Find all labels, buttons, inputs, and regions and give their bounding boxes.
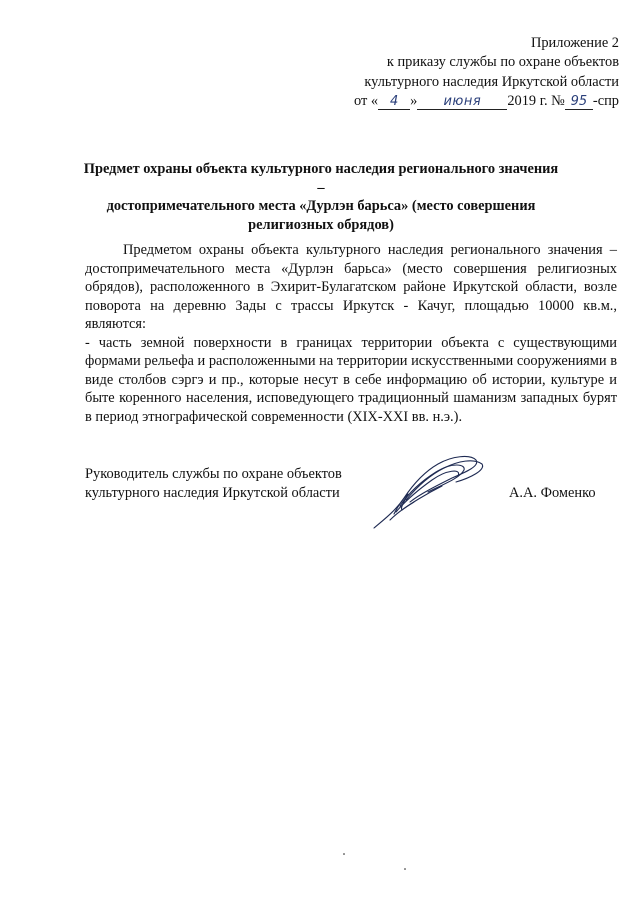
signatory-name: А.А. Фоменко: [509, 485, 596, 501]
handwritten-signature: [366, 450, 491, 530]
order-date-number-line: [219, 92, 619, 111]
scan-speck: [343, 853, 345, 855]
signatory-role-line-1: Руководитель службы по охране объектов: [85, 466, 342, 482]
appendix-title: Приложение 2: [530, 35, 619, 51]
order-day-handwritten: 4: [378, 94, 410, 110]
title-line-2: достопримечательного места «Дурлэн барьса» (место совершения: [106, 198, 536, 215]
body-paragraph-2: - часть земной поверхности в границах территории объекта с существующими формами рельефа и расположенными на территории искусственными сооружениями в виде столбов сэргэ и пр., которые несут в себе информацию об истории, культуре и быте коренного населения, исповедующего традиционный шаманизм западных бурят в период этнографической современности (XIX-XXI вв. н.э.).: [85, 334, 617, 425]
order-number-suffix: -спр: [592, 93, 619, 110]
order-date-mid: »: [410, 93, 418, 110]
title-line-3: религиозных обрядов): [248, 216, 394, 233]
body-paragraph-1: Предметом охраны объекта культурного наследия регионального значения – достопримечательного места «Дурлэн барьса» (место совершения религиозных обрядов), расположенного в Эхирит-Булагатском районе Иркутской области, возле поворота на деревню Зады с трассы Иркутск - Качуг, площадью 10000 кв.м., являются:: [85, 242, 617, 332]
document-body: [85, 241, 617, 426]
document-title: [80, 160, 562, 234]
appendix-header: [219, 34, 619, 112]
order-date-prefix: от «: [354, 93, 379, 110]
order-year-number-label: 2019 г. №: [507, 93, 565, 110]
signatory-role-line-2: культурного наследия Иркутской области: [85, 485, 340, 501]
order-month-handwritten: июня: [417, 94, 507, 110]
appendix-authority: культурного наследия Иркутской области: [364, 73, 619, 90]
order-number-handwritten: 95: [565, 94, 593, 110]
title-line-1: Предмет охраны объекта культурного наследия регионального значения –: [83, 161, 559, 196]
scan-speck: [404, 868, 406, 870]
signatory-role: [85, 465, 342, 503]
appendix-order-ref: к приказу службы по охране объектов: [386, 54, 619, 71]
